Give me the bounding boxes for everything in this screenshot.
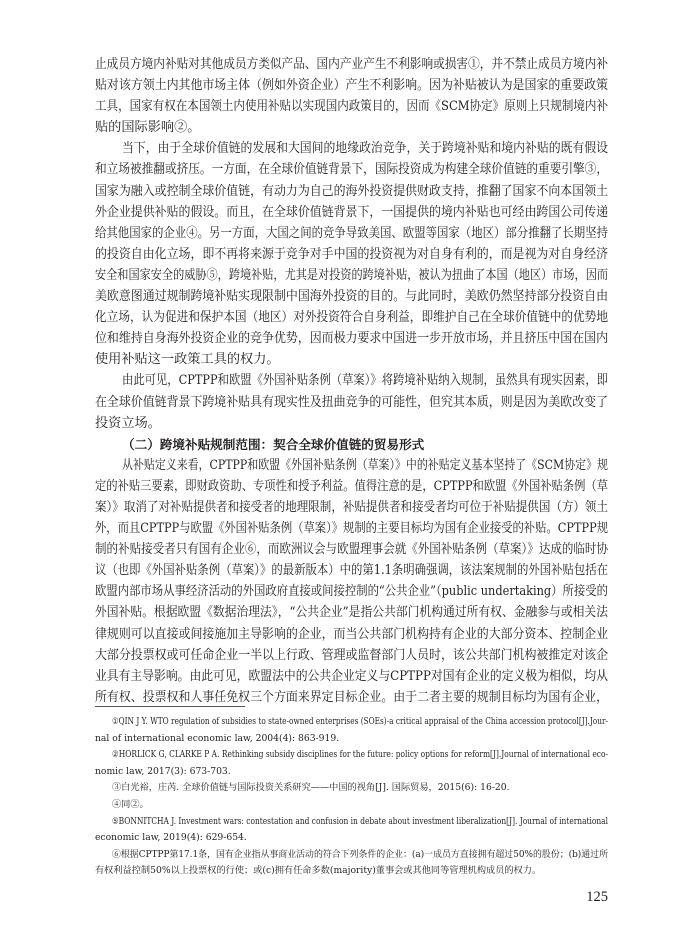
paragraph bbox=[95, 370, 608, 433]
footnote-text: ④同②。 bbox=[112, 798, 149, 810]
footnote-line bbox=[95, 731, 608, 748]
footnote-line bbox=[95, 747, 608, 764]
footnote-text: ③白光裕，庄芮. 全球价值链与国际投资关系研究——中国的视角[J]. 国际贸易，2015(6): 16-20. bbox=[112, 782, 510, 794]
footnote bbox=[95, 747, 608, 780]
text-line bbox=[95, 413, 608, 434]
text-line bbox=[95, 307, 608, 328]
text-line bbox=[95, 560, 608, 581]
text-line bbox=[95, 96, 608, 117]
text-line-content: 欧盟内部市场从事经济活动的外国政府直接或间接控制的“公共企业”（public undertaking）所接受的 bbox=[95, 584, 608, 600]
text-line-content: 贴对该方领土内其他市场主体（例如外资企业）产生不利影响。因为补贴被认为是国家的重要政策 bbox=[95, 78, 608, 94]
text-line bbox=[95, 581, 608, 602]
footnote bbox=[95, 814, 608, 847]
footnotes bbox=[95, 714, 608, 880]
text-line-content: 止成员方境内补贴对其他成员方类似产品、国内产业产生不利影响或损害①，并不禁止成员方境内补 bbox=[95, 57, 608, 72]
text-line bbox=[95, 602, 608, 623]
text-line-content: 律规则可以直接或间接施加主导影响的企业，而当公共部门机构持有企业的大部分资本、控制企业 bbox=[95, 626, 608, 642]
text-line bbox=[95, 434, 608, 455]
text-line-content: 使用补贴这一政策工具的权力。 bbox=[95, 352, 280, 368]
text-line-content: 业具有主导影响。由此可见，欧盟法中的公共企业定义与CPTPP对国有企业的定义极为相似，均从 bbox=[95, 668, 608, 684]
main-body-text bbox=[95, 54, 608, 708]
text-line-content: 议（也即《外国补贴条例（草案）》的最新版本）中的第1.1条明确强调，该法案规制的外国补贴包括在 bbox=[95, 563, 608, 579]
footnote bbox=[95, 780, 608, 797]
text-line bbox=[95, 645, 608, 666]
paragraph bbox=[95, 138, 608, 370]
text-line-content: 制的补贴接受者只有国有企业⑥，而欧洲议会与欧盟理事会就《外国补贴条例（草案）》达成的临时协 bbox=[95, 542, 608, 558]
text-line-content: 安全和国家安全的威胁⑤，跨境补贴，尤其是对投资的跨境补贴，被认为扭曲了本国（地区）市场，因而 bbox=[95, 267, 608, 283]
text-line-content: 外企业提供补贴的假设。而且，在全球价值链背景下，一国提供的境内补贴也可经由跨国公司传递 bbox=[95, 204, 608, 220]
footnote-line bbox=[95, 863, 608, 880]
text-line bbox=[95, 202, 608, 223]
text-line bbox=[95, 392, 608, 413]
paragraph bbox=[95, 455, 608, 708]
footnote-text: ⑥根据CPTPP第17.1条，国有企业指从事商业活动的符合下列条件的企业：(a)一成员方直接拥有超过50%的股份；(b)通过所 bbox=[112, 848, 608, 860]
footnote-text: nomic law, 2017(3): 673-703. bbox=[95, 765, 231, 777]
text-line bbox=[95, 687, 608, 708]
footnote-text: ②HORLICK G, CLARKE P A. Rethinking subsidy disciplines for the future: policy options for reform[J].Journal of international eco- bbox=[112, 749, 608, 761]
text-line bbox=[95, 328, 608, 349]
footnote-line bbox=[95, 780, 608, 797]
text-line bbox=[95, 539, 608, 560]
text-line-content: 所有权、投票权和人事任免权三个方面来界定目标企业。由于二者主要的规制目标均为国有企业， bbox=[95, 689, 608, 705]
footnote-line bbox=[95, 830, 608, 847]
page-number: 125 bbox=[586, 889, 608, 905]
text-line bbox=[95, 455, 608, 476]
text-line-content: 贴的国际影响②。 bbox=[95, 120, 201, 136]
text-line-content: 在全球价值链背景下跨境补贴具有现实性及扭曲竞争的可能性，但究其本质，则是因为美欧改变了 bbox=[95, 394, 608, 410]
footnote-text: economic law, 2019(4): 629-654. bbox=[95, 832, 247, 844]
footnote-line bbox=[95, 797, 608, 814]
text-line-content: 和立场被推翻或挤压。一方面，在全球价值链背景下，国际投资成为构建全球价值链的重要引擎③， bbox=[95, 162, 608, 178]
text-line-content: 定的补贴三要素，即财政资助、专项性和授予利益。值得注意的是，CPTPP和欧盟《外国补贴条例（草 bbox=[95, 478, 608, 494]
text-line bbox=[95, 54, 608, 75]
footnote bbox=[95, 714, 608, 747]
footnote-text: ⑤BONNITCHA J. Investment wars: contestation and confusion in debate about investment liberalization[J]. Journal of international bbox=[112, 815, 608, 827]
text-line bbox=[95, 666, 608, 687]
footnote-text: nal of international economic law, 2004(4): 863-919. bbox=[95, 732, 340, 744]
text-line bbox=[95, 624, 608, 645]
text-line bbox=[95, 265, 608, 286]
text-line-content: 给其他国家的企业④。另一方面，大国之间的竞争导致美国、欧盟等国家（地区）部分推翻了长期坚持 bbox=[95, 225, 608, 241]
footnote-line bbox=[95, 714, 608, 731]
footnote-line bbox=[95, 814, 608, 831]
text-line bbox=[95, 75, 608, 96]
text-line-content: 外国补贴。根据欧盟《数据治理法》，“公共企业”是指公共部门机构通过所有权、金融参与或相关法 bbox=[95, 605, 608, 621]
text-line-content: 从补贴定义来看，CPTPP和欧盟《外国补贴条例（草案）》中的补贴定义基本坚持了《SCM协定》规 bbox=[122, 457, 608, 473]
text-line-content: 大部分投票权或可任命企业一半以上行政、管理或监督部门人员时，该公共部门机构被推定对该企 bbox=[95, 647, 608, 663]
footnote bbox=[95, 847, 608, 880]
text-line bbox=[95, 370, 608, 391]
text-line-content: （二）跨境补贴规制范围：契合全球价值链的贸易形式 bbox=[122, 436, 425, 452]
footnote-separator bbox=[95, 706, 245, 707]
text-line-content: 国家为融入或控制全球价值链，有动力为自己的海外投资提供财政支持，推翻了国家不向本国领土 bbox=[95, 183, 608, 199]
text-line-content: 由此可见，CPTPP和欧盟《外国补贴条例（草案）》将跨境补贴纳入规制，虽然具有现实因素，即 bbox=[122, 373, 608, 389]
footnote-line bbox=[95, 847, 608, 864]
text-line bbox=[95, 497, 608, 518]
text-line-content: 工具，国家有权在本国领土内使用补贴以实现国内政策目的，因而《SCM协定》原则上只规制境内补 bbox=[95, 99, 608, 115]
text-line bbox=[95, 159, 608, 180]
text-line bbox=[95, 223, 608, 244]
text-line bbox=[95, 286, 608, 307]
text-line-content: 美欧意图通过规制跨境补贴实现限制中国海外投资的目的。与此同时，美欧仍然坚持部分投资自由 bbox=[95, 289, 608, 305]
text-line-content: 外，而且CPTPP与欧盟《外国补贴条例（草案）》规制的主要目标均为国有企业接受的补贴。CPTPP规 bbox=[95, 521, 608, 537]
text-line bbox=[95, 181, 608, 202]
footnote-line bbox=[95, 764, 608, 781]
section-heading bbox=[95, 434, 608, 455]
text-line-content: 的投资自由化立场，即不再将来源于竞争对手中国的投资视为对自身有利的，而是视为对自身经济 bbox=[95, 246, 608, 262]
text-line bbox=[95, 244, 608, 265]
paragraph bbox=[95, 54, 608, 138]
footnote bbox=[95, 797, 608, 814]
text-line bbox=[95, 349, 608, 370]
text-line-content: 位和维持自身海外投资企业的竞争优势，因而极力要求中国进一步开放市场，并且挤压中国在国内 bbox=[95, 331, 608, 347]
footnote-text: 有权利益控制50%以上投票权的行使；或(c)拥有任命多数(majority)董事会或其他同等管理机构成员的权力。 bbox=[95, 865, 542, 877]
footnote-text: ①QIN J Y. WTO regulation of subsidies to state-owned enterprises (SOEs)-a critical appraisal of the China accession protocol[J].Jour- bbox=[112, 716, 608, 727]
text-line bbox=[95, 117, 608, 138]
text-line bbox=[95, 518, 608, 539]
text-line-content: 案）》取消了对补贴提供者和接受者的地理限制，补贴提供者和接受者均可位于补贴提供国（方）领土 bbox=[95, 499, 608, 515]
text-line bbox=[95, 476, 608, 497]
text-line-content: 化立场，认为促进和保护本国（地区）对外投资符合自身利益，即维护自己在全球价值链中的优势地 bbox=[95, 310, 608, 326]
text-line-content: 投资立场。 bbox=[95, 415, 161, 431]
text-line bbox=[95, 138, 608, 159]
text-line-content: 当下，由于全球价值链的发展和大国间的地缘政治竞争，关于跨境补贴和境内补贴的既有假设 bbox=[122, 141, 608, 157]
